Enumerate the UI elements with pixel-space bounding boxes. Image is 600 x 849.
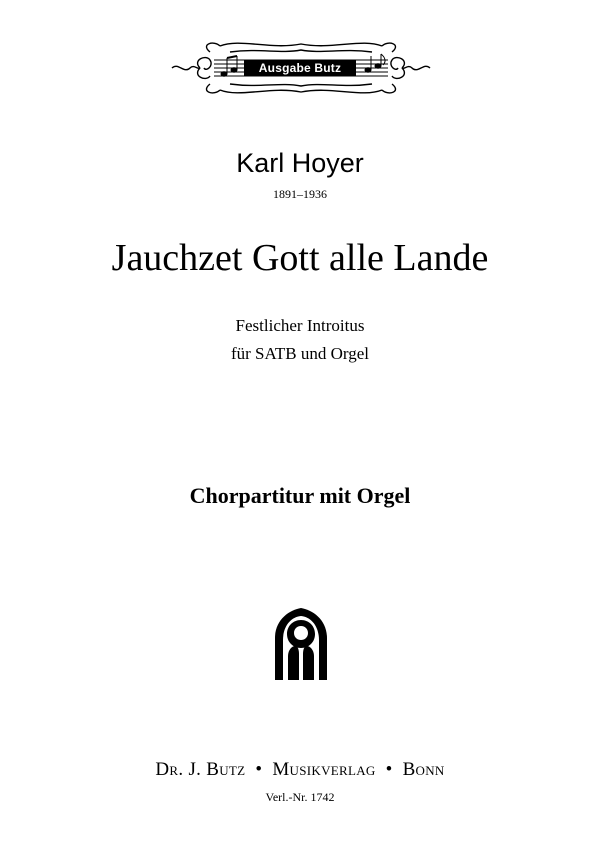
publisher-separator-2: •	[385, 759, 393, 780]
gothic-window-icon	[275, 608, 327, 680]
publisher-type: Musikverlag	[272, 759, 376, 780]
publisher-logo	[170, 38, 432, 98]
edition-label: Chorpartitur mit Orgel	[189, 483, 411, 508]
publisher-city: Bonn	[402, 759, 445, 780]
gothic-window-icon-graphic	[275, 608, 327, 680]
publisher-line	[0, 758, 600, 782]
composer-name: Karl Hoyer	[236, 148, 364, 178]
publisher-name: Dr. J. Butz	[155, 759, 246, 780]
work-title: Jauchzet Gott alle Lande	[111, 237, 489, 279]
logo-label: Ausgabe Butz	[244, 60, 356, 76]
work-subtitle-line2: für SATB und Orgel	[230, 344, 370, 363]
work-subtitle-line1: Festlicher Introitus	[235, 316, 365, 335]
catalog-number: Verl.-Nr. 1742	[265, 790, 335, 804]
composer-dates: 1891–1936	[273, 187, 327, 201]
publisher-separator: •	[255, 759, 263, 780]
